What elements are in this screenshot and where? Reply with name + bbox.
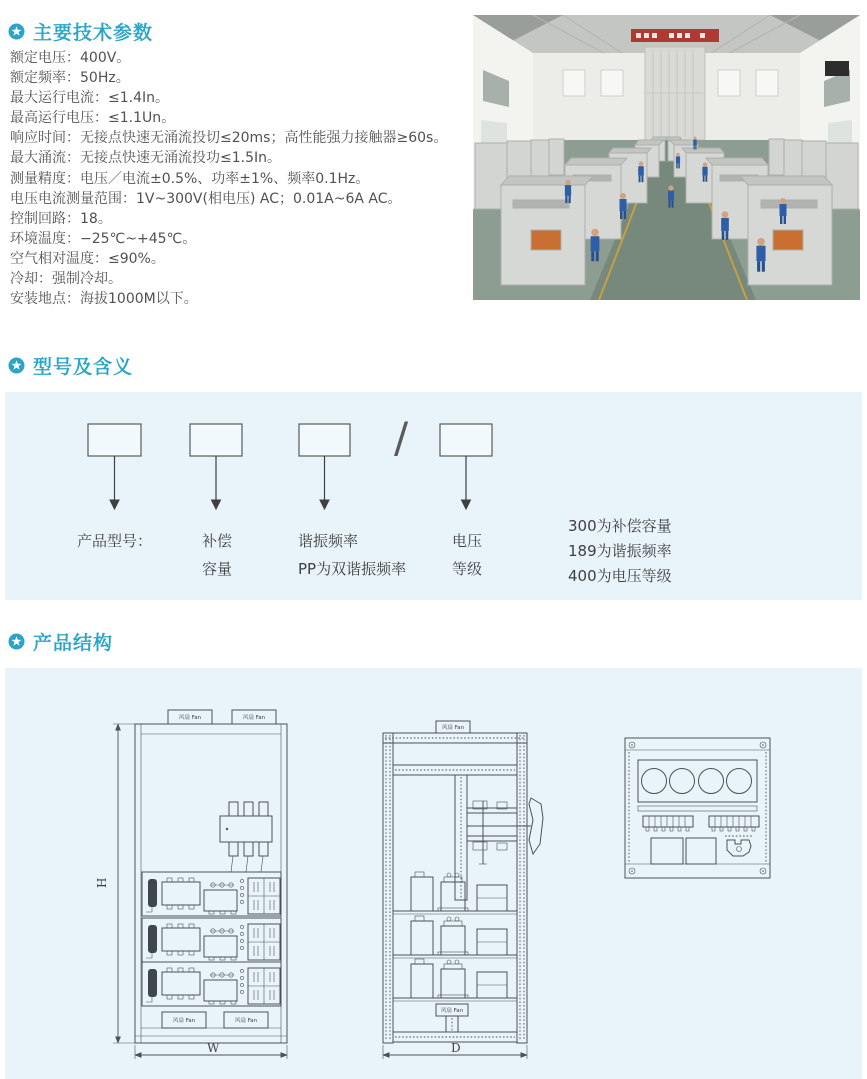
dim-w-label: W — [207, 1041, 220, 1055]
fan-box — [436, 1004, 468, 1016]
cabinet-side-view — [383, 721, 543, 1059]
circuit-breaker — [220, 802, 272, 872]
label-product-model: 产品型号： — [77, 532, 153, 550]
spec-line: 控制回路：18。 — [10, 210, 112, 227]
product-structure-panel — [5, 668, 862, 1079]
fan-box — [168, 710, 212, 724]
section-title-model-meaning — [8, 352, 133, 379]
model-meaning-panel — [5, 392, 862, 600]
spec-line: 环境温度：−25℃~+45℃。 — [10, 230, 197, 247]
fan-label: 风扇 Fan — [242, 715, 266, 721]
spec-line: 响应时间：无接点快速无涌流投切≤20ms；高性能强力接触器≥60s。 — [10, 130, 448, 147]
spec-line: 安装地点：海拔1000M以下。 — [10, 291, 198, 308]
model-note: 300为补偿容量 — [568, 517, 672, 535]
star-icon — [8, 357, 25, 374]
structure-drawings — [5, 668, 862, 1079]
model-field-box-2 — [190, 424, 242, 456]
model-diagram — [5, 392, 862, 600]
photo-banner — [631, 29, 719, 42]
section-title-text: 主要技术参数 — [33, 22, 154, 44]
photo-back-wall — [533, 47, 800, 140]
fan-label: 风扇 Fan — [172, 1018, 196, 1024]
spec-line: 冷却：强制冷却。 — [10, 271, 122, 288]
section-title-tech-params — [8, 18, 153, 45]
handle-lever — [529, 798, 543, 854]
terminal-strips — [643, 816, 759, 831]
module-row — [142, 872, 281, 916]
fan-box — [436, 721, 470, 733]
fan-box — [232, 710, 276, 724]
slash-separator: / — [394, 413, 409, 462]
mounting-bracket — [727, 840, 751, 856]
dim-h-label: H — [95, 877, 109, 888]
model-note: 400为电压等级 — [568, 567, 672, 585]
star-icon — [8, 633, 25, 650]
label-resonance-frequency: 谐振频率 PP为双谐振频率 — [298, 532, 407, 578]
section-title-text: 型号及含义 — [33, 356, 134, 378]
fan-label: 风扇 Fan — [440, 1008, 464, 1014]
spec-line: 最高运行电压：≤1.1Un。 — [10, 110, 176, 127]
model-field-box-3 — [299, 424, 350, 456]
spec-line: 最大运行电流：≤1.4In。 — [10, 90, 169, 107]
factory-photo — [473, 15, 860, 300]
spec-line: 额定电压：400V。 — [10, 50, 131, 66]
module-top-view — [625, 738, 770, 878]
label-voltage-grade: 电压 等级 — [452, 532, 483, 578]
spec-line: 电压电流测量范围：1V~300V(相电压) AC；0.01A~6A AC。 — [10, 190, 402, 207]
shelf-row — [393, 959, 517, 1001]
fan-label: 风扇 Fan — [234, 1018, 258, 1024]
model-field-box-1 — [88, 424, 141, 456]
shelf-row — [393, 916, 517, 958]
fan-box — [162, 1012, 206, 1028]
model-notes — [568, 514, 672, 589]
model-note: 189为谐振频率 — [568, 542, 672, 560]
label-compensation-capacity: 补偿 容量 — [202, 532, 233, 578]
spec-line: 最大涌流：无接点快速无涌流投功≤1.5In。 — [10, 150, 281, 167]
cabinet-front-view — [95, 710, 287, 1059]
module-row — [142, 918, 281, 962]
spec-line: 测量精度：电压／电流±0.5%、功率±1%、频率0.1Hz。 — [10, 170, 370, 187]
spec-line: 额定频率：50Hz。 — [10, 70, 130, 87]
model-field-box-4 — [440, 424, 492, 456]
spec-line: 空气相对温度：≤90%。 — [10, 250, 165, 267]
fan-label: 风扇 Fan — [441, 725, 465, 731]
module-row — [142, 962, 281, 1006]
fan-cutout-panel — [638, 760, 757, 802]
section-title-structure — [8, 628, 113, 655]
section-title-text: 产品结构 — [33, 632, 114, 654]
fan-label: 风扇 Fan — [178, 715, 202, 721]
fan-box — [224, 1012, 268, 1028]
tech-specs-list — [10, 48, 470, 309]
dim-d-label: D — [451, 1041, 461, 1055]
drawer-mechanism — [467, 798, 543, 864]
star-icon — [8, 23, 25, 40]
